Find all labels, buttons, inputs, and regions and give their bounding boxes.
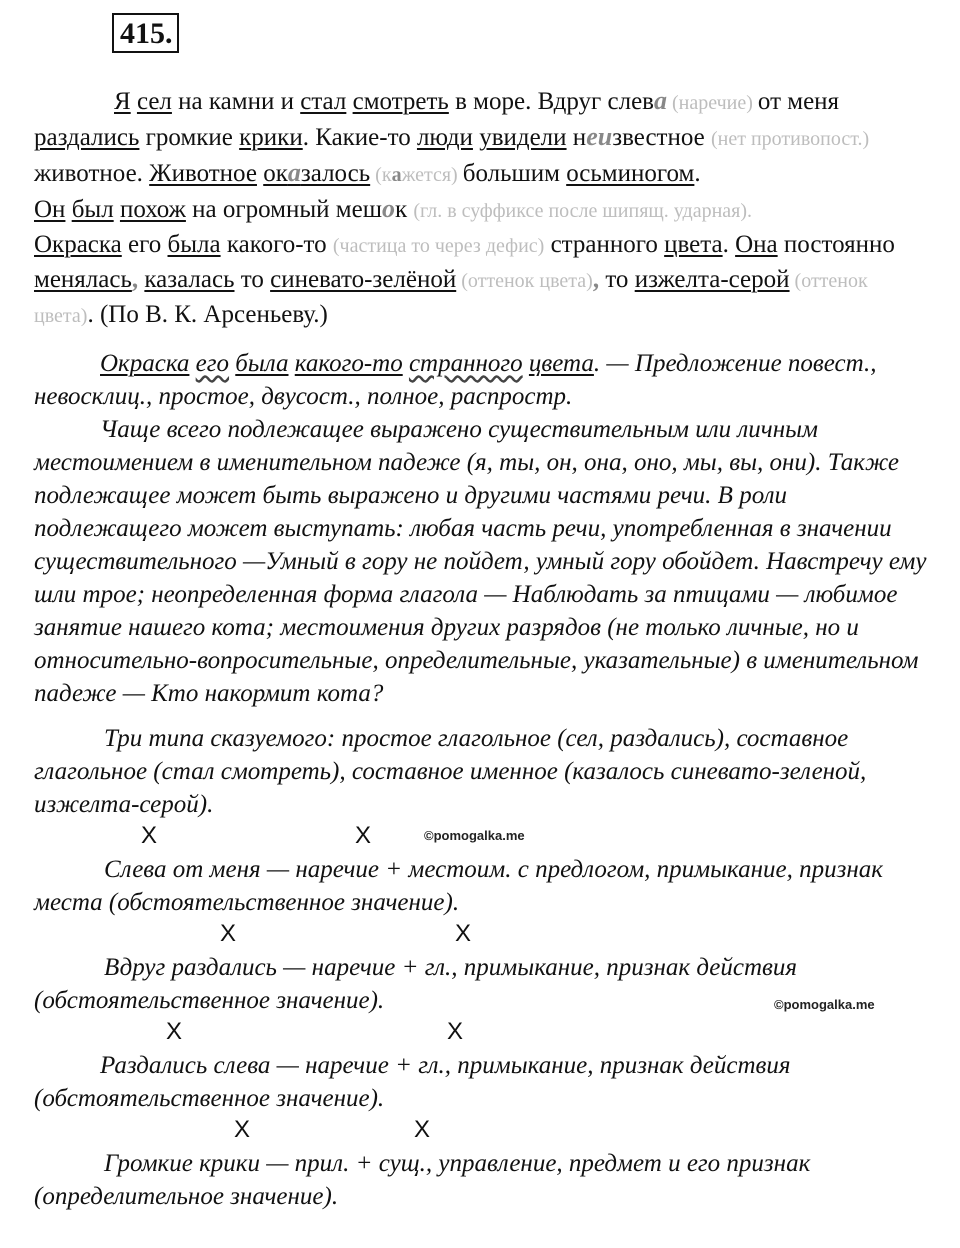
word: похож <box>119 196 186 223</box>
word: раздались <box>34 124 140 151</box>
word: Он <box>34 196 66 223</box>
word: Она <box>735 231 778 258</box>
text: какого-то <box>220 231 333 258</box>
note <box>370 164 463 186</box>
subject-explanation <box>34 413 934 710</box>
word: его <box>195 350 230 377</box>
text: . Какие-то <box>302 124 417 151</box>
highlight-letter: а <box>391 164 402 186</box>
word: Окраска <box>34 231 122 258</box>
text: на огромный меш <box>185 196 382 223</box>
word: увидели <box>479 124 567 151</box>
note: (нет противопост.) <box>711 128 870 150</box>
word: сел <box>136 88 172 115</box>
text: животное. <box>34 160 150 187</box>
word: изжелта-серой <box>634 266 790 293</box>
highlight-letter: а <box>287 158 301 187</box>
phrase-analysis <box>34 853 934 919</box>
x-mark: X <box>455 920 472 947</box>
phrase-analysis <box>34 1147 934 1213</box>
x-mark: X <box>447 1018 464 1045</box>
text: к <box>394 196 414 223</box>
word: менялась <box>34 266 132 293</box>
text: странного <box>544 231 665 258</box>
text: от меня <box>757 88 840 115</box>
word <box>263 160 370 187</box>
exercise-text <box>34 84 926 333</box>
note: (оттенок цвета) <box>456 270 593 292</box>
word: стал <box>300 88 347 115</box>
text: . — Предложение повест., невосклиц., простое, двусост., полное, распростр. <box>34 350 877 410</box>
word: смотреть <box>352 88 449 115</box>
text: то <box>234 266 271 293</box>
note: (наречие) <box>666 92 758 114</box>
text: (к <box>370 164 392 186</box>
word: Я <box>114 88 131 115</box>
word: была <box>235 350 289 377</box>
word: цвета <box>528 350 594 377</box>
text: большим <box>462 160 567 187</box>
word: синевато-зелёной <box>270 266 457 293</box>
x-mark: X <box>234 1116 251 1143</box>
x-mark: X <box>141 822 158 849</box>
predicate-types <box>34 722 934 821</box>
exercise-number: 415. <box>112 13 179 53</box>
note: (оттенок цвета) <box>34 270 868 327</box>
text: н <box>566 124 587 151</box>
watermark: ©pomogalka.me <box>774 997 875 1012</box>
text: Чаще всего подлежащее выражено существительным или личным местоимением в именительном падеже (я, ты, он, она, оно, мы, вы, они). Также подлежащее может быть выражено и другими частями речи. В роли подлежащего может выступать: любая часть речи, употребленная в значении существительного —Умный в гору не пойдет, умный гору обойдет. Навстречу ему шли трое; неопределенная форма глагола — Наблюдать за птицами — любимое занятие нашего кота; местоимения других разрядов (не только личные, но и относительно-вопросительные, определительные, указательные) в именительном падеже — Кто накормит кота? <box>34 416 927 707</box>
text: громкие <box>139 124 240 151</box>
word: люди <box>416 124 473 151</box>
note: (гл. в суффиксе после шипящ. ударная). <box>413 200 753 222</box>
text: то <box>599 266 635 293</box>
word: какого-то <box>294 350 403 377</box>
text: на камни и <box>171 88 301 115</box>
text: жется) <box>401 164 463 186</box>
text: ок <box>263 160 288 187</box>
text: . <box>694 160 701 187</box>
text: в море. Вдруг слев <box>448 88 654 115</box>
watermark: ©pomogalka.me <box>424 828 525 843</box>
highlight-letter: о <box>381 194 395 223</box>
word: осьминогом <box>566 160 695 187</box>
word: крики <box>239 124 303 151</box>
word: казалась <box>144 266 235 293</box>
text: Три типа сказуемого: простое глагольное (сел, раздались), составное глагольное (стал смотреть), составное именное (казалось синевато-зеленой, изжелта-серой). <box>34 725 867 818</box>
text: залось <box>300 160 371 187</box>
text: Громкие крики — прил. + сущ., управление, предмет и его признак (определительное значение). <box>34 1150 811 1210</box>
text: его <box>121 231 168 258</box>
text: . (По В. К. Арсеньеву.) <box>87 301 328 328</box>
word: Животное <box>149 160 257 187</box>
x-mark: X <box>355 822 372 849</box>
text: Слева от меня — наречие + местоим. с предлогом, примыкание, признак места (обстоятельственное значение). <box>34 856 883 916</box>
word: была <box>167 231 221 258</box>
text: звестное <box>612 124 711 151</box>
highlight-letter: еи <box>586 122 613 151</box>
phrase-analysis <box>34 1049 934 1115</box>
comma-mark: , <box>131 266 139 293</box>
text: Раздались слева — наречие + гл., примыкание, признак действия (обстоятельственное значение). <box>34 1052 791 1112</box>
word: был <box>71 196 114 223</box>
highlight-letter: а <box>653 86 667 115</box>
x-mark: X <box>166 1018 183 1045</box>
sentence-analysis <box>34 347 934 413</box>
x-mark: X <box>220 920 237 947</box>
text: Вдруг раздались — наречие + гл., примыкание, признак действия (обстоятельственное значение). <box>34 954 798 1014</box>
x-mark: X <box>414 1116 431 1143</box>
text: постоянно <box>777 231 895 258</box>
text: . <box>722 231 736 258</box>
note: (частица то через дефис) <box>332 235 545 257</box>
comma-mark: , <box>592 266 600 293</box>
word: Окраска <box>100 350 190 377</box>
word: цвета <box>664 231 723 258</box>
word: странного <box>408 350 523 377</box>
